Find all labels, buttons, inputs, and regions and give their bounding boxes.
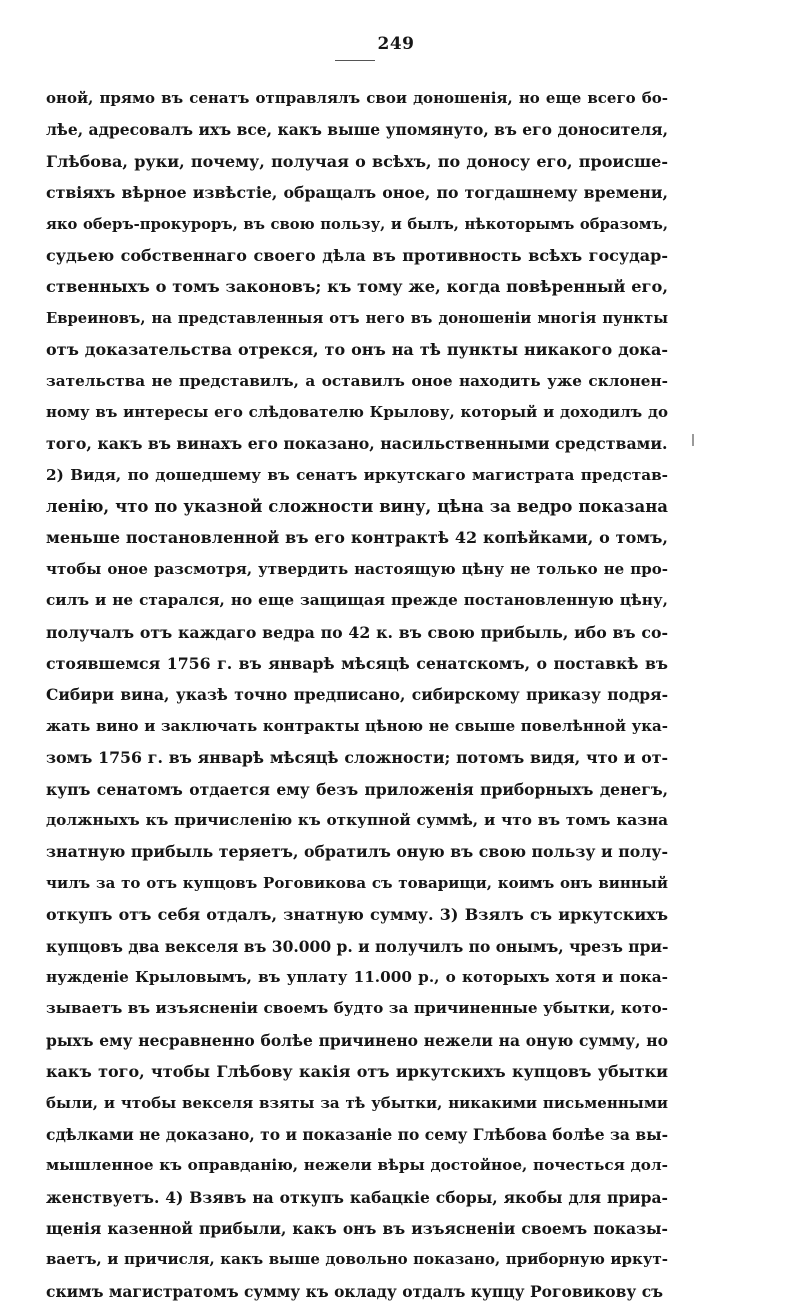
text-line: купъ сенатомъ отдается ему безъ приложенія приборныхъ денегъ, (46, 779, 668, 799)
text-line: рыхъ ему несравненно болѣе причинено нежели на оную сумму, но (46, 1030, 668, 1050)
text-line: были, и чтобы векселя взяты за тѣ убытки, никакими письменными (46, 1093, 668, 1112)
text-line: яко оберъ-прокуроръ, въ свою пользу, и былъ, нѣкоторымъ образомъ, (46, 215, 668, 233)
text-line: жать вино и заключать контракты цѣною не свыше повелѣнной ука- (46, 716, 668, 735)
text-line: отъ доказательства отрекся, то онъ на тѣ пункты никакого дока- (46, 340, 668, 360)
text-line: меньше постановленной въ его контрактѣ 42 копѣйками, о томъ, (46, 528, 668, 548)
text-line: знатную прибыль теряетъ, обратилъ оную въ свою пользу и полу- (46, 842, 668, 862)
text-line: чтобы оное разсмотря, утвердить настоящую цѣну не только не про- (46, 559, 668, 578)
text-line: ствіяхъ вѣрное извѣстіе, обращалъ оное, по тогдашнему времени, (46, 183, 668, 203)
text-line: лѣе, адресовалъ ихъ все, какъ выше упомянуто, въ его доносителя, (46, 120, 668, 140)
text-line: ному въ интересы его слѣдователю Крылову, который и доходилъ до (46, 402, 668, 421)
text-line: оной, прямо въ сенатъ отправлялъ свои доношенія, но еще всего бо- (46, 89, 668, 107)
text-line: получалъ отъ каждаго ведра по 42 к. въ свою прибыль, ибо въ со- (46, 622, 668, 642)
text-line: 2) Видя, по дошедшему въ сенатъ иркутскаго магистрата представ- (46, 465, 668, 484)
text-line: стоявшемся 1756 г. въ январѣ мѣсяцѣ сенатскомъ, о поставкѣ въ (46, 654, 668, 674)
text-line: зываетъ въ изъясненіи своемъ будто за причиненные убытки, кото- (46, 999, 668, 1018)
text-line: силъ и не старался, но еще защищая прежде постановленную цѣну, (46, 591, 668, 610)
text-line: Евреиновъ, на представленныя отъ него въ доношеніи многія пункты (46, 309, 668, 327)
margin-mark (692, 434, 694, 446)
page-number: 249 (377, 34, 415, 54)
text-line: мышленное къ оправданію, нежели вѣры достойное, почесться дол- (46, 1156, 668, 1175)
text-line: Сибири вина, указѣ точно предписано, сибирскому приказу подря- (46, 685, 668, 705)
text-line: какъ того, чтобы Глѣбову какія отъ иркутскихъ купцовъ убытки (46, 1062, 668, 1082)
text-line: скимъ магистратомъ сумму къ окладу отдалъ купцу Роговикову съ (46, 1281, 664, 1301)
text-line: нужденіе Крыловымъ, въ уплату 11.000 р., о которыхъ хотя и пока- (46, 967, 668, 986)
text-line: должныхъ къ причисленію къ откупной суммѣ, и что въ томъ казна (46, 810, 668, 829)
text-line: женствуетъ. 4) Взявъ на откупъ кабацкіе сборы, якобы для прира- (46, 1187, 668, 1207)
text-line: зомъ 1756 г. въ январѣ мѣсяцѣ сложности; потомъ видя, что и от- (46, 748, 668, 768)
text-line: судьею собственнаго своего дѣла въ противность всѣхъ государ- (46, 245, 668, 265)
text-line: ленію, что по указной сложности вину, цѣна за ведро показана (46, 497, 668, 517)
page-number-underline (335, 60, 375, 61)
body-text (46, 83, 668, 1307)
text-line: Глѣбова, руки, почему, получая о всѣхъ, по доносу его, происше- (46, 151, 668, 171)
text-line: чилъ за то отъ купцовъ Роговикова съ товарищи, коимъ онъ винный (46, 873, 668, 892)
text-line: зательства не представилъ, а оставилъ оное находить уже склонен- (46, 371, 668, 390)
text-line: сдѣлками не доказано, то и показаніе по сему Глѣбова болѣе за вы- (46, 1124, 668, 1144)
text-line: ственныхъ о томъ законовъ; къ тому же, когда повѣренный его, (46, 277, 668, 297)
text-line: того, какъ въ винахъ его показано, насильственными средствами. (46, 434, 668, 454)
text-line: купцовъ два векселя въ 30.000 р. и получилъ по онымъ, чрезъ при- (46, 936, 668, 956)
text-line: откупъ отъ себя отдалъ, знатную сумму. 3) Взялъ съ иркутскихъ (46, 905, 668, 925)
text-line: ваетъ, и причисля, какъ выше довольно показано, приборную иркут- (46, 1250, 668, 1269)
text-line: щенія казенной прибыли, какъ онъ въ изъясненіи своемъ показы- (46, 1219, 668, 1239)
